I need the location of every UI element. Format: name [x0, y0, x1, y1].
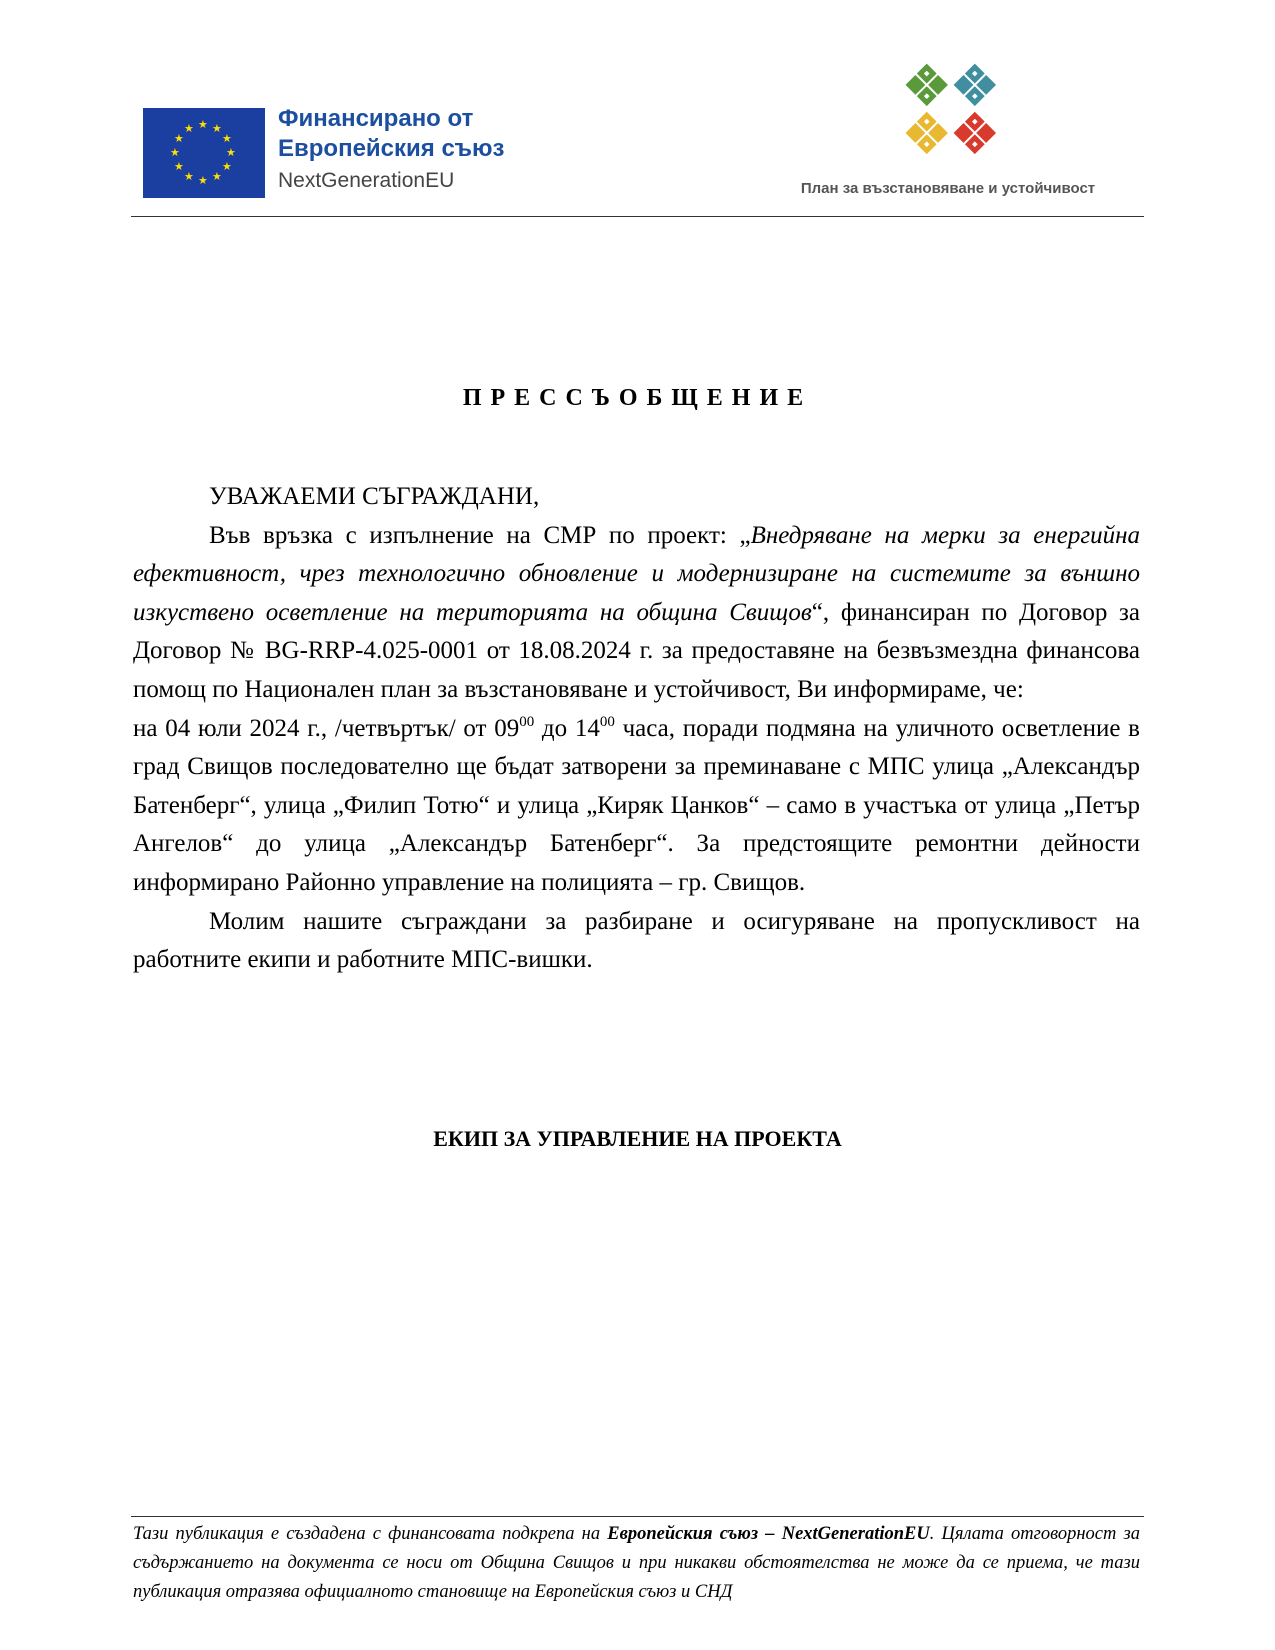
eu-star-icon: ★ [226, 146, 236, 159]
paragraph-closure-notice [133, 710, 1140, 903]
salutation: УВАЖАЕМИ СЪГРАЖДАНИ, [209, 483, 540, 510]
logo-green-block [906, 64, 948, 106]
eu-star-icon: ★ [198, 118, 208, 131]
eu-star-icon: ★ [184, 122, 194, 135]
eu-star-icon: ★ [198, 174, 208, 187]
eu-funding-label [278, 104, 504, 196]
paragraph-text: “, финансиран по Договор за Договор № BG-RRP-4.025-0001 от 18.08.2024 г. за предоставяне на безвъзмездна финансова помощ по Национален план за възстановяване и устойчивост, Ви информираме, че: [133, 598, 1140, 703]
eu-star-icon: ★ [222, 132, 232, 145]
footer-text: Тази публикация е създадена с финансовата подкрепа на [133, 1524, 608, 1544]
eu-star-icon: ★ [170, 146, 180, 159]
eu-funded-text: Финансирано от [278, 105, 474, 132]
project-name: Внедряване на мерки за енергийна ефективност, чрез технологично обновление и модернизиране на системите за външно изкуствено осветление на територията на община Свищов [133, 521, 1140, 626]
paragraph-text: до 14 [534, 714, 600, 742]
eu-star-icon: ★ [212, 122, 222, 135]
paragraph-project [133, 517, 1140, 710]
page-title: ПРЕССЪОБЩЕНИЕ [462, 385, 813, 411]
footer-text: . Цялата отговорност за съдържанието на документа се носи от Община Свищов и при никакви обстоятелства не може да се приема, че тази публикация отразява официалното становище на Европейския съюз и СНД [133, 1524, 1140, 1602]
document-body [133, 478, 1140, 980]
project-team-signature: ЕКИП ЗА УПРАВЛЕНИЕ НА ПРОЕКТА [433, 1126, 842, 1151]
paragraph-text: часа, поради подмяна на уличното осветление в град Свищов последователно ще бъдат затворени за преминаване с МПС улица „Александър Батенберг“, улица „Филип Тотю“ и улица „Киряк Цанков“ – само в участъка от улица „Петър Ангелов“ до улица „Александър Батенберг“. За предстоящите ремонтни дейности информирано Районно управление на полицията – гр. Свищов. [133, 714, 1140, 896]
paragraph-text: Във връзка с изпълнение на СМР по проект: „ [209, 521, 751, 549]
logo-teal-block [954, 64, 996, 106]
eu-star-icon: ★ [174, 132, 184, 145]
nextgen-text: NextGenerationEU [278, 169, 455, 192]
eu-flag-logo [143, 108, 265, 198]
footer-disclaimer [133, 1520, 1140, 1607]
eu-star-icon: ★ [174, 160, 184, 173]
recovery-plan-logo [868, 58, 1018, 198]
logo-yellow-block [906, 112, 948, 154]
eu-union-text: Европейския съюз [278, 135, 505, 162]
eu-star-icon: ★ [184, 170, 194, 183]
time-superscript: 00 [519, 713, 535, 730]
time-superscript: 00 [599, 713, 615, 730]
paragraph-request: Молим нашите съграждани за разбиране и осигуряване на пропускливост на работните екипи и работните МПС-вишки. [133, 907, 1140, 974]
header-divider [131, 216, 1144, 217]
paragraph-text: на 04 юли 2024 г., /четвъртък/ от 09 [133, 714, 520, 742]
recovery-plan-caption: План за възстановяване и устойчивост [800, 180, 1096, 197]
footer-divider [131, 1516, 1144, 1517]
logo-red-block [954, 112, 996, 154]
eu-star-icon: ★ [212, 170, 222, 183]
footer-bold-text: Европейския съюз – NextGenerationEU [607, 1524, 930, 1544]
eu-star-icon: ★ [222, 160, 232, 173]
